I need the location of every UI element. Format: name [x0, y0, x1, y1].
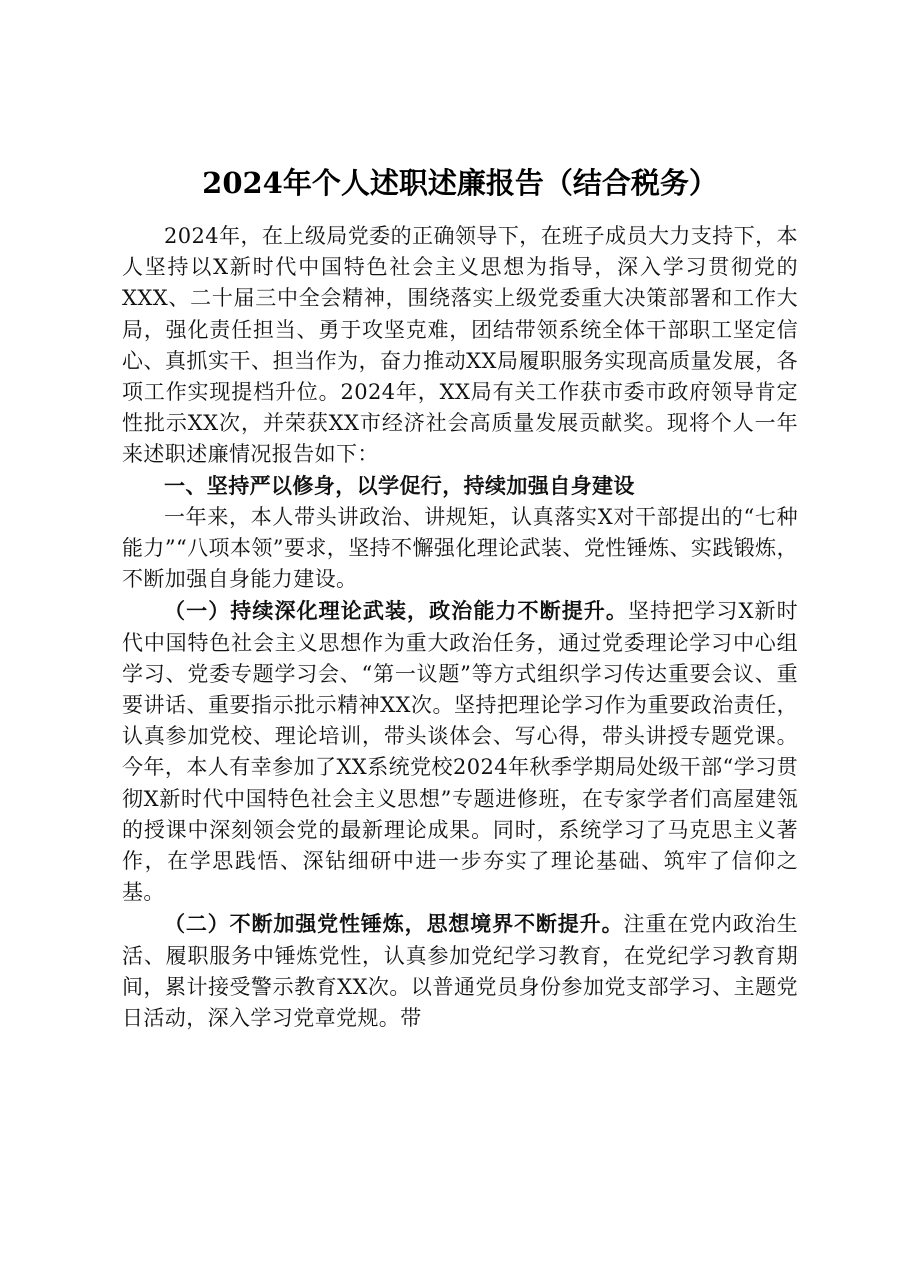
intro-paragraph: 2024年，在上级局党委的正确领导下，在班子成员大力支持下，本人坚持以X新时代中国特色社会主义思想为指导，深入学习贯彻党的XXX、二十届三中全会精神，围绕落实上级党委重大决策部署和工作大局，强化责任担当、勇于攻坚克难，团结带领系统全体干部职工坚定信心、真抓实干、担当作为，奋力推动XX局履职服务实现高质量发展，各项工作实现提档升位。2024年，XX局有关工作获市委市政府领导肯定性批示XX次，并荣获XX市经济社会高质量发展贡献奖。现将个人一年来述职述廉情况报告如下：	[122, 224, 798, 467]
section-1-heading: 一、坚持严以修身，以学促行，持续加强自身建设	[164, 473, 635, 498]
document-body	[122, 157, 798, 1034]
subsection-1-lead: （一）持续深化理论武装，政治能力不断提升。	[164, 598, 628, 624]
subsection-1-body: 坚持把学习X新时代中国特色社会主义思想作为重大政治任务，通过党委理论学习中心组学习、党委专题学习会、“第一议题”等方式组织学习传达重要会议、重要讲话、重要指示批示精神XX次。坚持把理论学习作为重要政治责任，认真参加党校、理论培训，带头谈体会、写心得，带头讲授专题党课。今年，本人有幸参加了XX系统党校2024年秋季学期局处级干部“学习贯彻X新时代中国特色社会主义思想”专题进修班，在专家学者们高屋建瓴的授课中深刻领会党的最新理论成果。同时，系统学习了马克思主义著作，在学思践悟、深钻细研中进一步夯实了理论基础、筑牢了信仰之基。	[122, 599, 798, 905]
subsection-1-paragraph	[122, 595, 798, 908]
subsection-2-body: 注重在党内政治生活、履职服务中锤炼党性，认真参加党纪学习教育，在党纪学习教育期间，累计接受警示教育XX次。以普通党员身份参加党支部学习、主题党日活动，深入学习党章党规。带	[122, 912, 799, 1031]
section-1-intro-paragraph: 一年来，本人带头讲政治、讲规矩，认真落实X对干部提出的“七种能力”“八项本领”要求，坚持不懈强化理论武装、党性锤炼、实践锻炼，不断加强自身能力建设。	[122, 504, 798, 592]
subsection-2-lead: （二）不断加强党性锤炼，思想境界不断提升。	[164, 911, 624, 937]
subsection-2-paragraph	[122, 908, 798, 1034]
document-title: 2024年个人述职述廉报告（结合税务）	[202, 166, 718, 200]
